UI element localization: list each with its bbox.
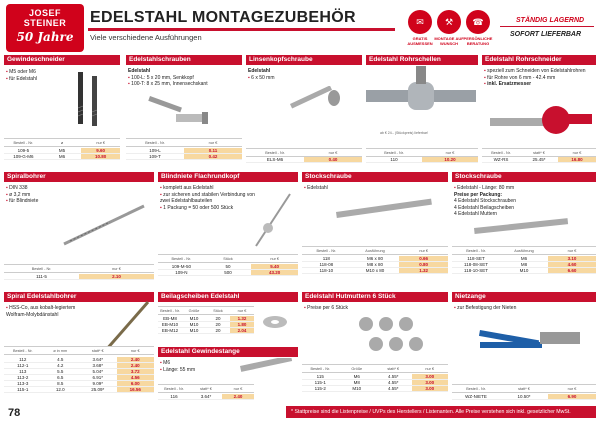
product-features: ▪ Edelstahl - Länge: 80 mm Preise per Packung: 4 Edelstahl Stockschrauben 4 Edelstahl Beilagscheiben 4 Edelstahl Muttern <box>454 185 594 218</box>
product-features: ▪ Edelstahl <box>304 185 364 192</box>
table-header: Bestell - Nr. Stück nur € <box>158 254 298 263</box>
product-features: ▪ speziell zum Schneiden von Edelstahlrohren ▪ für Rohre von 6 mm - 42.4 mm ▪ inkl. Ersatzmesser <box>484 68 594 88</box>
table-row: 109-M-50 50 5.40 <box>158 264 298 270</box>
table-row: 110 10.20 <box>366 157 478 163</box>
table-row: 118-10 M10 x 80 1.32 <box>302 268 448 274</box>
badge-label: MONTAGE AUF WUNSCH <box>434 36 464 46</box>
table-row: 109-N 500 43.20 <box>158 270 298 276</box>
badge-label: PERSÖNLICHE BERATUNG <box>463 36 493 46</box>
screws-image <box>146 92 226 132</box>
panel-title: Edelstahlschrauben <box>126 55 242 65</box>
table-row: 115 M6 4.55* 3.00 <box>302 374 448 380</box>
product-features: ▪ zur Befestigung der Nieten <box>454 305 564 312</box>
table-row: 116 3.64* 2.40 <box>158 394 254 400</box>
table-row: 118 M6 x 80 0.66 <box>302 256 448 262</box>
product-features: ▪ DIN 338 ▪ ø 3,2 mm ▪ für Blindniete <box>6 185 66 205</box>
service-badges <box>408 10 490 34</box>
slogan-delivery: SOFORT LIEFERBAR <box>510 31 582 38</box>
panel-title: Stockschraube <box>452 172 596 182</box>
panel-title: Blindniete Flachrundkopf <box>158 172 298 182</box>
pipe-cutter-image <box>490 100 594 140</box>
hanger-bolt-image <box>330 194 440 238</box>
panel-title: Edelstahl Rohrschellen <box>366 55 478 65</box>
product-features: Edelstahl ▪ 6 x 50 mm <box>248 68 360 81</box>
table-row: 118-10-SET M10 6.60 <box>452 268 596 274</box>
table-row: 109-G-M6 M6 10.80 <box>4 154 120 160</box>
table-row: 118-08-SET M8 4.60 <box>452 262 596 268</box>
product-features: ▪ HSS-Co, aus kobalt-legiertem Wolfram-Molybdänstahl <box>6 305 96 318</box>
table-row: 118-08 M8 x 80 0.80 <box>302 262 448 268</box>
gratis-bag-icon: ✉ <box>408 10 432 34</box>
bolt-set-image <box>470 218 580 244</box>
cap-nuts-image <box>356 312 430 360</box>
riveting-pliers-image <box>470 322 590 362</box>
table-header: Bestell - Nr. statt* € nur € <box>482 148 596 157</box>
table-header: Bestell - Nr. nur € <box>246 148 362 157</box>
panel-title: Edelstahl Rohrschneider <box>482 55 596 65</box>
table-header: Bestell - Nr. Ausführung nur € <box>452 246 596 255</box>
table-row: 113-2 6.5 6.91* 4.56 <box>4 375 154 381</box>
table-header: Bestell - Nr. Größe statt* € nur € <box>302 364 448 373</box>
table-header: Bestell - Nr. statt* € nur € <box>452 384 596 393</box>
brand-logo: JOSEF STEINER 50 Jahre <box>6 4 84 52</box>
panel-title: Gewindeschneider <box>4 55 120 65</box>
table-row: 115-2 M10 4.55* 3.00 <box>302 386 448 392</box>
table-row: 112-1 4.2 3.68* 2.40 <box>4 363 154 369</box>
table-row: 111-5 2.10 <box>4 274 154 280</box>
table-header: Bestell - Nr. statt* € nur € <box>158 384 254 393</box>
table-row: EB-M10 M10 20 1.80 <box>158 322 254 328</box>
page-title: EDELSTAHL MONTAGEZUBEHÖR <box>90 9 356 26</box>
footer-disclaimer: * Stattpreise sind die Listenpreise / UVPs des Herstellers / Listenanten. Alle Preise verstehen sich inkl. gesetzlicher MwSt. <box>286 406 596 418</box>
table-row: WZ-RS 25.45* 16.80 <box>482 157 596 163</box>
badge-label: GRATIS AUSMESSEN <box>407 36 433 46</box>
drill-bit-image <box>60 200 150 250</box>
thread-tap-image <box>70 68 110 128</box>
table-row: 118-SET M6 3.10 <box>452 256 596 262</box>
pan-head-screw-image <box>280 86 350 136</box>
product-features: ▪ M5 oder M6 ▪ für Edelstahl <box>6 69 66 82</box>
table-header: Bestell - Nr. nur € <box>4 264 154 273</box>
title-underline <box>88 28 395 31</box>
table-row: 109-L 0.11 <box>126 148 242 154</box>
page-number: 78 <box>8 407 21 419</box>
tools-icon: ⚒ <box>437 10 461 34</box>
table-header: Bestell - Nr. Ausführung nur € <box>302 246 448 255</box>
product-features: ▪ komplett aus Edelstahl ▪ zur sicheren und stabilen Verbindung von zwei Edelstahlbauteilen ▪ 1 Packung = 50 oder 500 Stück <box>160 185 260 211</box>
panel-title: Beilagscheiben Edelstahl <box>158 292 298 302</box>
table-row: EB-M12 M10 20 2.04 <box>158 328 254 334</box>
table-header: Bestell - Nr. Größe Stück nur € <box>158 306 254 315</box>
header-divider <box>500 26 594 27</box>
panel-title: Edelstahl Hutmuttern 6 Stück <box>302 292 448 302</box>
threaded-rod-image <box>236 358 296 382</box>
page-subtitle: Viele verschiedene Ausführungen <box>90 33 202 42</box>
product-features: Edelstahl ▪ 100-L: 5 x 20 mm, Senkkopf ▪ 100-T: 8 x 25 mm, Innensechskant <box>128 68 240 88</box>
table-header: Bestell - Nr. ø nur € <box>4 138 120 147</box>
slogan-stock: STÄNDIG LAGERND <box>516 17 585 24</box>
panel-title: Linsenkopfschraube <box>246 55 362 65</box>
table-row: ELS-M6 0.40 <box>246 157 362 163</box>
panel-title: Stockschraube <box>302 172 448 182</box>
product-features: ▪ M6 ▪ Länge: 55 mm <box>160 360 220 373</box>
table-row: 109-5 M5 9.60 <box>4 148 120 154</box>
table-row: 112 4.5 3.64* 2.40 <box>4 357 154 363</box>
table-header: Bestell - Nr. nur € <box>126 138 242 147</box>
panel-title: Edelstahl Gewindestange <box>158 347 298 357</box>
table-row: 115-1 12.0 25.09* 16.56 <box>4 387 154 393</box>
panel-title: Nietzange <box>452 292 596 302</box>
rivet-image <box>250 190 296 250</box>
table-row: 109-T 0.42 <box>126 154 242 160</box>
table-row: 113 5.5 5.04* 3.72 <box>4 369 154 375</box>
panel-title: Spiralbohrer <box>4 172 154 182</box>
table-row: 115-1 M8 4.55* 3.00 <box>302 380 448 386</box>
product-features: ▪ Preise per 6 Stück <box>304 305 384 312</box>
table-row: EB-M8 M10 20 1.32 <box>158 316 254 322</box>
table-row: WZ-NIETE 10.50* 6.90 <box>452 394 596 400</box>
panel-title: Spiral Edelstahlbohrer <box>4 292 154 302</box>
pipe-clamp-image <box>366 66 476 130</box>
phone-icon: ☎ <box>466 10 490 34</box>
table-row: 113-3 8.5 9.09* 6.00 <box>4 381 154 387</box>
table-header: Bestell - Nr. ø in mm statt* € nur € <box>4 346 154 355</box>
washer-image <box>260 310 290 334</box>
table-header: Bestell - Nr. nur € <box>366 148 478 157</box>
availability-note: ab € 24.- (Stückpreis) lieferbar! <box>380 131 429 135</box>
